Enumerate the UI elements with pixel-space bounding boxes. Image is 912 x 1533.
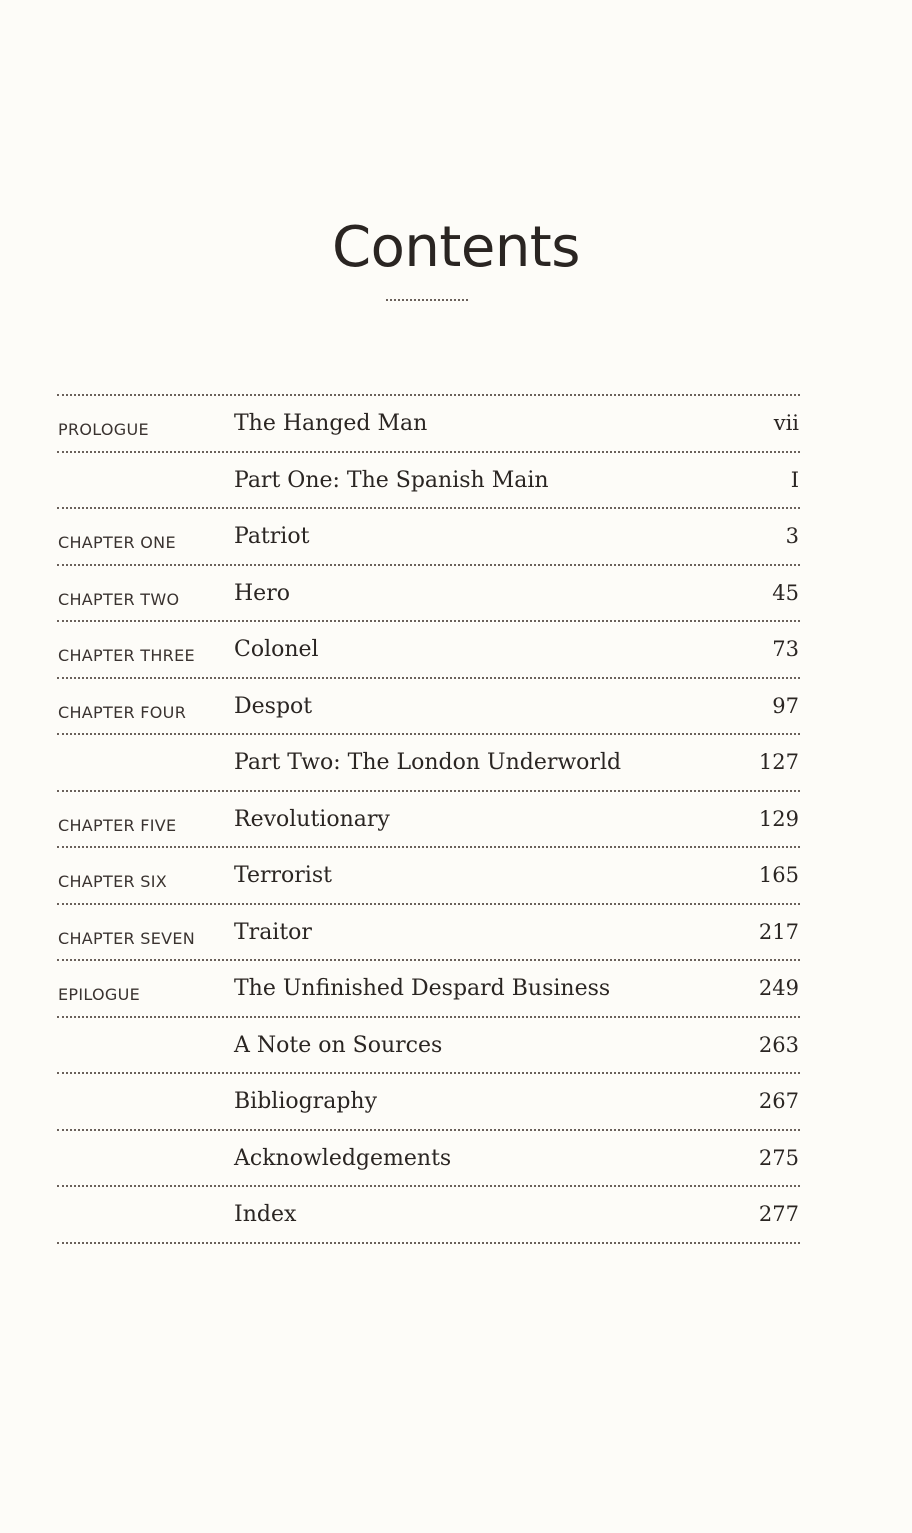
toc-row-title: Hero bbox=[234, 580, 290, 606]
toc-row-page: 267 bbox=[758, 1089, 799, 1113]
toc-row bbox=[57, 1187, 800, 1244]
toc-row-page: 3 bbox=[785, 524, 799, 548]
toc-row-page: 127 bbox=[758, 750, 799, 774]
toc-row-label: CHAPTER FOUR bbox=[58, 702, 187, 722]
toc-row-title: Acknowledgements bbox=[234, 1145, 452, 1171]
toc-row-page: I bbox=[790, 467, 799, 492]
toc-row-title: Despot bbox=[234, 693, 313, 719]
toc-row-label: CHAPTER TWO bbox=[58, 589, 180, 609]
toc-row bbox=[57, 679, 800, 736]
toc-row-label: PROLOGUE bbox=[58, 420, 149, 439]
page-title: Contents bbox=[332, 215, 580, 280]
toc-row-label: CHAPTER THREE bbox=[58, 646, 195, 665]
toc-row-page: 165 bbox=[758, 863, 799, 887]
toc-row bbox=[57, 961, 800, 1018]
toc-row-label: CHAPTER SIX bbox=[58, 872, 168, 891]
toc-row-title: Revolutionary bbox=[234, 806, 390, 832]
toc-row-title: Bibliography bbox=[234, 1089, 377, 1114]
toc-row-page: 73 bbox=[772, 637, 799, 661]
toc-row-title: Colonel bbox=[234, 637, 319, 662]
toc-row bbox=[57, 848, 800, 905]
toc-row-page: 45 bbox=[772, 580, 799, 605]
toc-row-page: 277 bbox=[758, 1202, 799, 1226]
contents-list bbox=[57, 394, 800, 1244]
toc-row bbox=[57, 1131, 800, 1188]
toc-row-page: 249 bbox=[758, 976, 799, 1000]
toc-row-title: Index bbox=[234, 1202, 297, 1227]
toc-row-title: The Unfinished Despard Business bbox=[234, 976, 611, 1001]
toc-row bbox=[57, 453, 800, 510]
toc-row-title: Terrorist bbox=[234, 863, 332, 888]
toc-row-page: 217 bbox=[758, 919, 799, 944]
toc-row-label: CHAPTER FIVE bbox=[58, 815, 177, 835]
toc-row-page: 97 bbox=[772, 693, 799, 718]
toc-row bbox=[57, 905, 800, 962]
toc-row-title: A Note on Sources bbox=[234, 1032, 443, 1058]
toc-row-page: 129 bbox=[758, 806, 799, 831]
toc-row-title: Patriot bbox=[234, 524, 310, 549]
toc-row-page: 263 bbox=[758, 1032, 799, 1057]
toc-row bbox=[57, 735, 800, 792]
toc-row-page: 275 bbox=[758, 1145, 799, 1170]
toc-row-title: Traitor bbox=[234, 919, 312, 945]
toc-row bbox=[57, 622, 800, 679]
toc-row-title: Part Two: The London Underworld bbox=[234, 750, 622, 775]
toc-row bbox=[57, 792, 800, 849]
title-divider bbox=[386, 299, 468, 301]
toc-row-page: vii bbox=[773, 411, 799, 435]
toc-row-label: CHAPTER SEVEN bbox=[58, 928, 196, 948]
toc-row-label: CHAPTER ONE bbox=[58, 533, 176, 552]
toc-row-title: The Hanged Man bbox=[234, 411, 428, 436]
toc-row-label: EPILOGUE bbox=[58, 985, 141, 1004]
toc-row bbox=[57, 509, 800, 566]
toc-row-title: Part One: The Spanish Main bbox=[234, 467, 549, 493]
toc-row bbox=[57, 566, 800, 623]
toc-row bbox=[57, 396, 800, 453]
toc-row bbox=[57, 1018, 800, 1075]
toc-row bbox=[57, 1074, 800, 1131]
